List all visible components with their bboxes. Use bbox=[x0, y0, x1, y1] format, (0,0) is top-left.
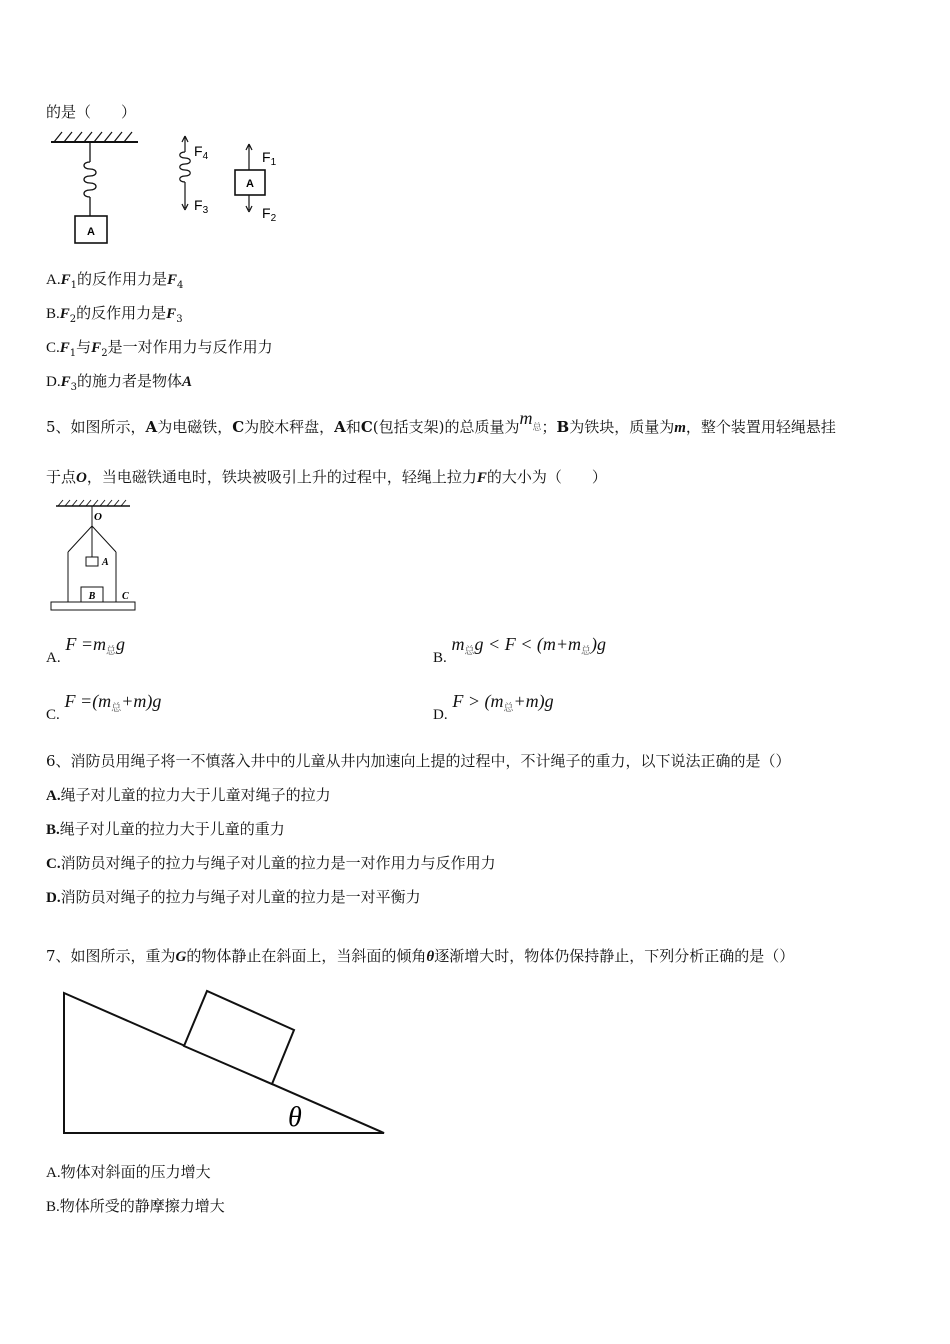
q5-option-a[interactable]: A. $F =m_总g$ bbox=[46, 634, 126, 666]
q5-fig-a: A bbox=[102, 557, 109, 568]
q6-stem: 6、消防员用绳子将一不慎落入井中的儿童从井内加速向上提的过程中，不计绳子的重力，以下说法正确的是（） bbox=[46, 752, 791, 770]
q5-stem-line2: 于点O，当电磁铁通电时，铁块被吸引上升的过程中，轻绳上拉力F的大小为（ ） bbox=[46, 468, 607, 486]
q7-fig-theta: θ bbox=[288, 1102, 302, 1133]
q7-option-a[interactable]: A.物体对斜面的压力增大 bbox=[46, 1163, 211, 1181]
q6-option-c[interactable]: C.消防员对绳子的拉力与绳子对儿童的拉力是一对作用力与反作用力 bbox=[46, 854, 496, 872]
q4-fig-f4: $F_4$ bbox=[194, 143, 209, 162]
q5-fig-b: B bbox=[88, 591, 96, 602]
q4-figure-spring-forces bbox=[174, 132, 224, 222]
q4-stem-tail: 的是（ ） bbox=[46, 103, 137, 121]
q4-fig-f2: $F_2$ bbox=[262, 205, 277, 224]
q4-fig-f3: $F_3$ bbox=[194, 197, 209, 216]
q6-option-a[interactable]: A.绳子对儿童的拉力大于儿童对绳子的拉力 bbox=[46, 786, 331, 804]
q5-fig-c: C bbox=[122, 591, 129, 602]
q7-stem: 7、如图所示，重为G的物体静止在斜面上，当斜面的倾角θ逐渐增大时，物体仍保持静止，下列分析正确的是（） bbox=[46, 947, 795, 965]
q4-fig-f1: $F_1$ bbox=[262, 149, 277, 168]
q4-fig-block2-label: A bbox=[246, 178, 254, 190]
q5-figure-electromagnet-scale bbox=[48, 498, 140, 614]
q4-figure-block-forces bbox=[232, 140, 292, 226]
q6-option-d[interactable]: D.消防员对绳子的拉力与绳子对儿童的拉力是一对平衡力 bbox=[46, 888, 421, 906]
q5-fig-o: O bbox=[94, 511, 102, 523]
q4-option-b[interactable]: $B.F_2$的反作用力是$F_3$ bbox=[46, 304, 183, 325]
q7-figure-incline bbox=[58, 986, 390, 1140]
q5-option-b[interactable]: B. $m_总g < F < (m+m_总)g$ bbox=[433, 634, 606, 666]
q4-option-a[interactable]: $A.F_1$的反作用力是$F_4$ bbox=[46, 270, 184, 291]
q5-stem-line1: 5、如图所示，A为电磁铁，C为胶木秤盘，A和C(包括支架)的总质量为$m_总$；B为铁块，质量为m，整个装置用轻绳悬挂 bbox=[46, 408, 836, 436]
q5-option-c[interactable]: C. $F =(m_总+m)g$ bbox=[46, 691, 162, 723]
q4-fig-block-label: A bbox=[87, 226, 95, 238]
q6-option-b[interactable]: B.绳子对儿童的拉力大于儿童的重力 bbox=[46, 820, 285, 838]
q4-option-c[interactable]: $C.F_1$与$F_2$是一对作用力与反作用力 bbox=[46, 338, 273, 359]
q4-figure-hanging-spring bbox=[46, 128, 146, 248]
q5-option-d[interactable]: D. $F > (m_总+m)g$ bbox=[433, 691, 554, 723]
q4-option-d[interactable]: $D.F_3$的施力者是物体A bbox=[46, 372, 193, 393]
q7-option-b[interactable]: B.物体所受的静摩擦力增大 bbox=[46, 1197, 225, 1215]
